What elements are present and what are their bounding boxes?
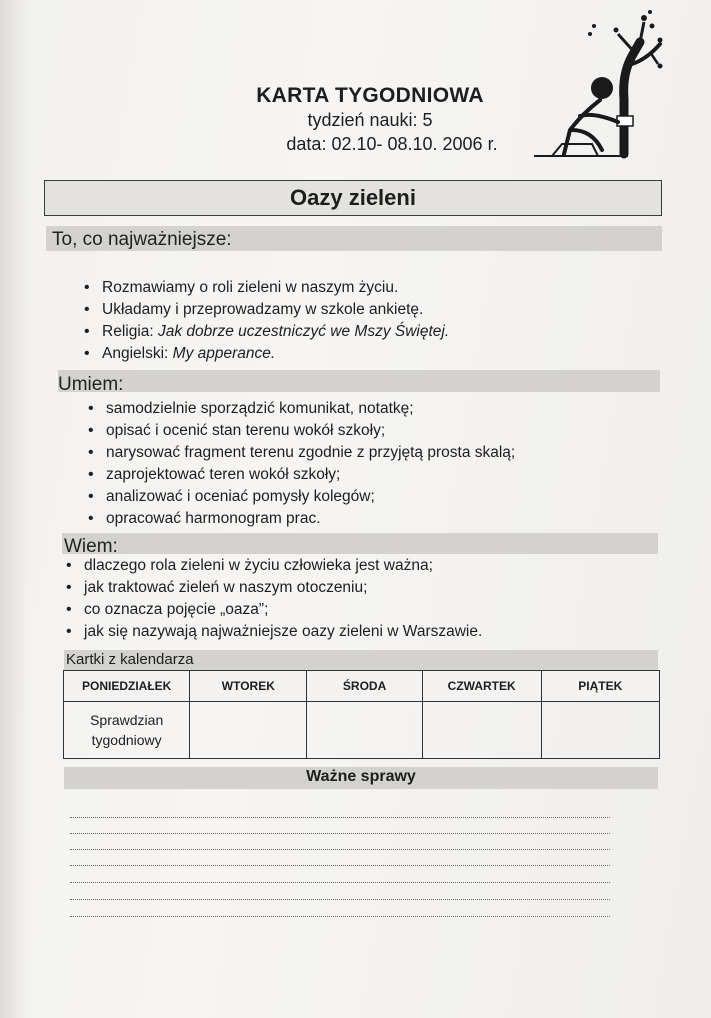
column-header: PONIEDZIAŁEK: [64, 671, 190, 702]
section-heading-knowledge: Wiem:: [64, 536, 118, 557]
table-cell: [541, 702, 660, 759]
knowledge-list: [62, 555, 482, 643]
list-item: [80, 343, 449, 365]
topic-title-box: Oazy zieleni: [44, 180, 662, 216]
column-header: PIĄTEK: [541, 671, 660, 702]
document-header: [220, 84, 520, 155]
table-row: [64, 702, 660, 759]
list-item-italic: Jak dobrze uczestniczyć we Mszy Świętej.: [158, 323, 450, 340]
table-cell: [190, 702, 307, 759]
list-item: • narysować fragment terenu zgodnie z przyjętą prosta skalą;: [84, 442, 515, 464]
week-number: tydzień nauki: 5: [307, 110, 433, 130]
table-cell: [422, 702, 541, 759]
important-matters-heading: Ważne sprawy: [64, 767, 658, 789]
calendar-heading: Kartki z kalendarza: [66, 651, 194, 668]
skills-list: [84, 398, 515, 530]
table-cell: [307, 702, 423, 759]
date-range: data: 02.10- 08.10. 2006 r.: [286, 134, 498, 154]
important-list: [80, 277, 449, 365]
column-header: ŚRODA: [307, 671, 423, 702]
table-header-row: [64, 671, 660, 702]
dotted-line: [70, 865, 610, 866]
list-item: • analizować i oceniać pomysły kolegów;: [84, 486, 515, 508]
dotted-line: [70, 882, 610, 883]
dotted-line: [70, 849, 610, 850]
cell-text: Sprawdzian tygodniowy: [90, 712, 164, 748]
list-item: • zaprojektować teren wokół szkoły;: [84, 464, 515, 486]
list-item: [80, 277, 449, 299]
list-item: • opisać i ocenić stan terenu wokół szkoły;: [84, 420, 515, 442]
section-bar-skills: [58, 370, 660, 392]
dotted-line: [70, 817, 610, 818]
table-cell: [64, 702, 190, 759]
list-item: [80, 299, 449, 321]
list-item: [80, 321, 449, 343]
document-title: KARTA TYGODNIOWA: [256, 84, 484, 107]
list-item: • samodzielnie sporządzić komunikat, notatkę;: [84, 398, 515, 420]
section-heading-skills: Umiem:: [58, 374, 124, 395]
list-item: • jak traktować zieleń w naszym otoczeniu;: [62, 577, 482, 599]
list-item: • opracować harmonogram prac.: [84, 508, 515, 530]
list-item: • jak się nazywają najważniejsze oazy zieleni w Warszawie.: [62, 621, 482, 643]
list-item: • dlaczego rola zieleni w życiu człowieka jest ważna;: [62, 555, 482, 577]
dotted-line: [70, 899, 610, 900]
list-item-prefix: Angielski:: [102, 345, 173, 362]
column-header: WTOREK: [190, 671, 307, 702]
list-item-text: Rozmawiamy o roli zieleni w naszym życiu.: [102, 279, 399, 296]
section-heading-important: To, co najważniejsze:: [52, 229, 232, 250]
section-bar-knowledge: [62, 533, 658, 554]
dotted-line: [70, 916, 610, 917]
column-header: CZWARTEK: [422, 671, 541, 702]
dotted-line: [70, 833, 610, 834]
list-item-prefix: Religia:: [102, 323, 158, 340]
list-item-text: Układamy i przeprowadzamy w szkole ankietę.: [102, 301, 424, 318]
person-watering-tree-icon: [532, 4, 672, 164]
page-edge-shadow: [0, 0, 30, 1018]
list-item: • co oznacza pojęcie „oaza”;: [62, 599, 482, 621]
list-item-italic: My apperance.: [172, 345, 276, 362]
calendar-table: [63, 670, 660, 759]
